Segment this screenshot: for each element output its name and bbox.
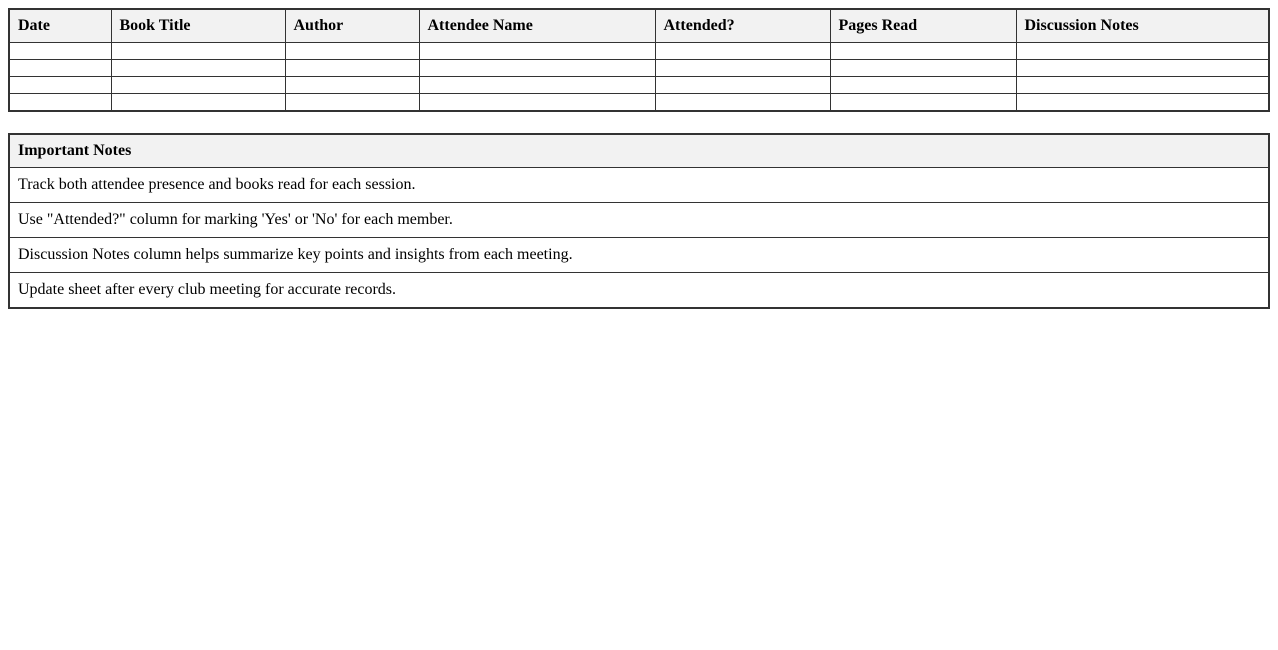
- tracker-table: [8, 8, 1270, 112]
- column-header-discussion-notes: Discussion Notes: [1016, 9, 1269, 43]
- tracker-cell: [830, 77, 1016, 94]
- column-header-book-title: Book Title: [111, 9, 285, 43]
- note-row: [9, 203, 1269, 238]
- tracker-header-row: [9, 9, 1269, 43]
- note-text: Discussion Notes column helps summarize key points and insights from each meeting.: [9, 238, 1269, 273]
- tracker-cell: [9, 94, 111, 112]
- tracker-cell: [419, 77, 655, 94]
- notes-header-row: [9, 134, 1269, 168]
- tracker-cell: [111, 43, 285, 60]
- note-row: [9, 238, 1269, 273]
- tracker-cell: [655, 60, 830, 77]
- note-row: [9, 168, 1269, 203]
- tracker-row: [9, 43, 1269, 60]
- note-text: Update sheet after every club meeting for accurate records.: [9, 273, 1269, 309]
- column-header-pages-read: Pages Read: [830, 9, 1016, 43]
- tracker-cell: [830, 43, 1016, 60]
- tracker-cell: [285, 43, 419, 60]
- tracker-row: [9, 94, 1269, 112]
- tracker-cell: [419, 60, 655, 77]
- tracker-cell: [1016, 94, 1269, 112]
- column-header-attended: Attended?: [655, 9, 830, 43]
- tracker-cell: [655, 94, 830, 112]
- tracker-cell: [9, 60, 111, 77]
- tracker-cell: [285, 60, 419, 77]
- column-header-attendee-name: Attendee Name: [419, 9, 655, 43]
- tracker-cell: [655, 43, 830, 60]
- note-row: [9, 273, 1269, 309]
- tracker-cell: [285, 94, 419, 112]
- tracker-row: [9, 60, 1269, 77]
- column-header-author: Author: [285, 9, 419, 43]
- tracker-cell: [111, 60, 285, 77]
- tracker-cell: [419, 43, 655, 60]
- tracker-cell: [9, 43, 111, 60]
- note-text: Track both attendee presence and books read for each session.: [9, 168, 1269, 203]
- tracker-cell: [1016, 60, 1269, 77]
- notes-table: [8, 133, 1270, 309]
- tracker-cell: [9, 77, 111, 94]
- tracker-cell: [655, 77, 830, 94]
- tracker-cell: [111, 77, 285, 94]
- tracker-cell: [111, 94, 285, 112]
- column-header-date: Date: [9, 9, 111, 43]
- tracker-cell: [1016, 43, 1269, 60]
- tracker-cell: [1016, 77, 1269, 94]
- note-text: Use "Attended?" column for marking 'Yes' or 'No' for each member.: [9, 203, 1269, 238]
- tracker-cell: [830, 60, 1016, 77]
- tracker-row: [9, 77, 1269, 94]
- notes-header: Important Notes: [9, 134, 1269, 168]
- tracker-cell: [830, 94, 1016, 112]
- tracker-cell: [419, 94, 655, 112]
- tracker-cell: [285, 77, 419, 94]
